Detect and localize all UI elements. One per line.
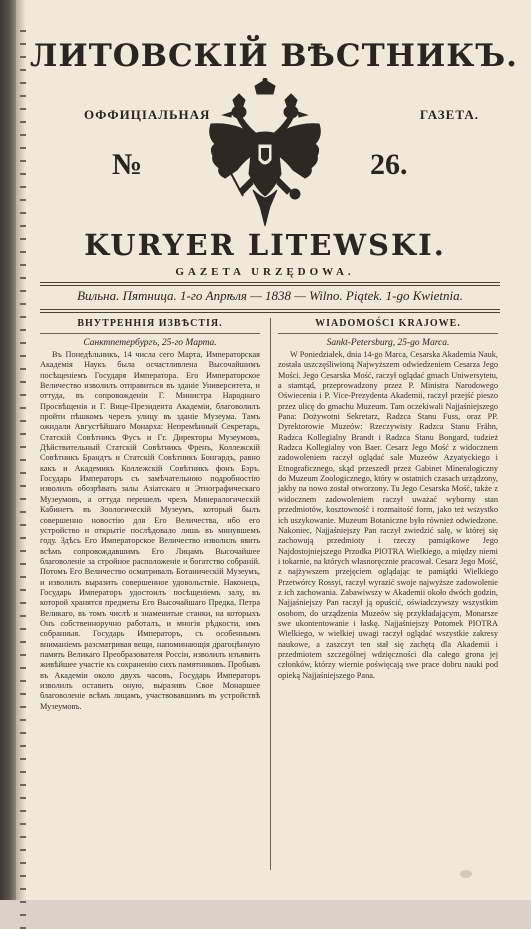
- column-polish: [278, 318, 498, 681]
- book-spine: [0, 0, 16, 900]
- dateline: Вильна. Пятница. 1-го Апрѣля — 1838 — Wilno. Piątek. 1-go Kwietnia.: [77, 288, 463, 303]
- paper-stain: [460, 870, 472, 878]
- column-divider: [270, 318, 271, 870]
- section-heading-polish: WIADOMOŚCI KRAJOWE.: [315, 318, 461, 329]
- rule-bottom-2: [40, 312, 500, 313]
- double-headed-eagle-crest-icon: [203, 78, 327, 228]
- article-body-polish: W Poniedziałek, dnia 14-go Marca, Cesarska Akademia Nauk, została uszczęśliwioną Najwyższem odwiedzeniem Cesarza Jego Mości. Jego Cesarska Mość, raczył oglądać gmach Uniwersytetu, a stamtąd, przeprowadzony przez P. Ministra Narodowego Oświecenia i P. Vice-Prezydenta Akademii, raczył przejść pieszo przez ulicę do gmachu Muzeum. Tam oczekiwali Najjaśniejszego Pana: Dożywotni Sekretarz, Radzca Stanu Fuss, oraz PP. Dyrektorowie Muzeów: Rzeczywisty Radzca Stanu Frähn, Radzca Kollegialny Brandt i Radzca Stanu Bongard, tudzież Radzca Kollegialny von Baer. Cesarz Jego Mość z widocznem zadowoleniem raczył oglądać sale Muzeów Azyatyckiego i Etnograficznego, skąd przeszedł przez Gabinet Mineralogiczny do Muzeum Zoologicznego, który w ostatnich czasach urządzony, jakby na nowo został otworzony. Tu Jego Cesarska Mość, także z widocznem zadowoleniem raczył uważać wyborny stan przedmiotów, kosztowność i rozmaitość form, jako też wszystko ich uszykowanie. Muzeum Botaniczne było również odwiedzone. Nakoniec, Najjaśniejszy Pan raczył zwiedzić salę, w której się zachowują przedmioty i rzeczy pamiątkowe Jego Najdostojniejszego Przodka PIOTRA Wielkiego, a między niemi i tokarnie, na których własnoręcznie pracował. Cesarz Jego Mość, z najżywszem przejęciem oglądając te pamiątki Wielkiego Przetwórcy Rossyi, raczył wyrazić swoje najwyższe zadowolenie z ich zachowania. Zabawiwszy w Akademii około dwóch godzin, Najjaśniejszy Pan raczył ją opuścić, oświadczywszy wszystkim osobom, do urządzenia Muzeów się przykładającym, Monarsze swe ukontentowanie i łaskę. Najjaśniejszy Potomek PIOTRA Wielkiego, w wielkiej uwagi raczył oglądać wszystkie zakresy naukowe, a zaszczyt ten stał się zachętą dla Akademii i przedmiotem szczególnej wdzięczności dla całego grona jej członków, którzy wiernie poświęcają swe prace dobru nauki pod opieką Najjaśniejszego Pana.: [278, 350, 498, 680]
- binding-stitch-marks: [20, 30, 28, 880]
- masthead-title-russian: ЛИТОВСКІЙ ВѢСТНИКЪ.: [30, 38, 518, 74]
- rule-top-1: [40, 282, 500, 283]
- masthead-title-polish: KURYER LITEWSKI.: [84, 228, 446, 262]
- article-place-polish: Sankt-Petersburg, 25-go Marca.: [326, 338, 450, 348]
- article-body-russian: Въ Понедѣльникъ, 14 числа сего Марта, Императорская Академія Наукъ была осчастливлена Высочайшимъ посѣщеніемъ Государя Императора. Его Императорское Величество изволилъ отправиться въ зданіе Университета, и оттуда, въ сопровожденіи Г. Министра Народнаго Просвѣщенія и Г. Вице-Президента Академіи, благоволилъ пройти пѣшкомъ черезъ улицу въ зданіе Музеума. Тамъ ожидали Августѣйшаго Монарха: Непремѣнный Секретарь, Статскій Совѣтникъ Фусъ и Гг. Директоры Музеумовъ, Дѣйствительный Статскій Совѣтникъ Френъ, Коллежскій Совѣтникъ Брандтъ и Статскій Совѣтникъ Бонгардъ, равно какъ и Академикъ Коллежскій Совѣтникъ фонъ Бэръ. Государь Императоръ съ замѣчательною подробностію изволилъ обозрѣвать залы Азіатскаго и Этнографическаго Музеумовъ, а оттуда перешелъ чрезъ Минералогическій Кабинетъ въ Зоологическій Музеумъ, который былъ совершенно новостію для Его Величества, ибо его устройство и открытіе послѣдовало лишь въ минувшемъ году. Здѣсь Его Императорское Величество изволилъ явить всѣмъ сопровождавшимъ Его Лицамъ Высочайшее благоволеніе за стройное расположеніе и богатство собраній. Потомъ Его Величество осматривалъ Ботаническій Музеумъ, и изволилъ выразить совершенное удовольствіе. Наконецъ, Государь Императоръ удостоилъ посѣщеніемъ залу, въ которой хранятся предметы Его Высочайшаго Предка, Петра Великаго, въ томъ числѣ и знаменитые станки, на которыхъ Онъ собственноручно работалъ, и многія рѣдкости, имъ собранныя. Государь Императоръ, съ особеннымъ вниманіемъ разсматривая вещи, напоминающія драгоцѣнную память Великаго Преобразователя Россіи, изволилъ изъявить живѣйшее участіе къ сохраненію сихъ памятниковъ. Пробывъ въ Академіи около двухъ часовъ, Государь Императоръ изволилъ оставить оную, выразивъ Свое Монаршее благоволеніе всѣмъ лицамъ, участвовавшимъ въ устройствѣ Музеумовъ.: [40, 350, 260, 711]
- article-place-russian: Санктпетербургъ, 25-го Марта.: [83, 338, 217, 348]
- masthead-subtitle-left: ОФФИЦІАЛЬНАЯ: [84, 107, 211, 122]
- rule-bottom-1: [40, 309, 500, 310]
- masthead-subtitle-right: ГАЗЕТА.: [419, 107, 479, 122]
- heading-rule: [278, 333, 498, 334]
- issue-number-label: №: [112, 148, 143, 181]
- issue-number: 26.: [370, 148, 408, 181]
- rule-top-2: [40, 285, 500, 286]
- heading-rule: [40, 333, 260, 334]
- column-russian: [40, 318, 260, 712]
- masthead-subtitle-polish: GAZETA URZĘDOWA.: [175, 266, 355, 278]
- section-heading-russian: ВНУТРЕННІЯ ИЗВѢСТІЯ.: [77, 318, 223, 329]
